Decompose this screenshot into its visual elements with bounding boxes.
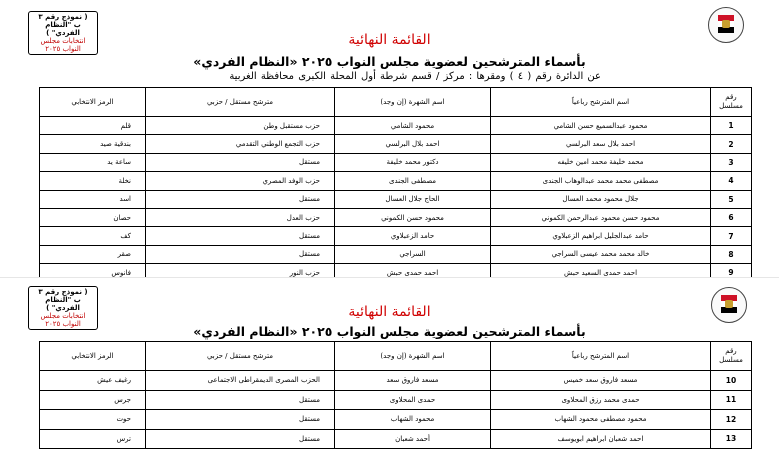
candidate-party: حزب مستقبل وطن	[146, 117, 335, 135]
table-row	[40, 245, 752, 263]
col-header-alias: اسم الشهرة (إن وجد)	[335, 88, 491, 117]
table-row	[40, 135, 752, 153]
election-label: انتخابات مجلس النواب ٢٠٢٥	[40, 37, 86, 53]
row-number: 7	[711, 227, 752, 245]
row-number: 2	[711, 135, 752, 153]
candidate-alias: محمود حسن الكموني	[335, 208, 491, 226]
col-header-name: اسم المترشح رباعياً	[491, 88, 711, 117]
candidate-name: محمود عبدالسميع حسن الشامي	[491, 117, 711, 135]
electoral-symbol: بندقية صيد	[40, 135, 146, 153]
candidate-party: مستقل	[146, 429, 335, 449]
col-header-party: مترشح مستقل / حزبي	[146, 88, 335, 117]
final-list-title: القائمة النهائية	[348, 304, 431, 320]
candidate-alias: الحاج جلال العسال	[335, 190, 491, 208]
table-row	[40, 153, 752, 171]
col-header-symbol: الرمز الانتخابي	[40, 88, 146, 117]
candidate-party: مستقل	[146, 410, 335, 430]
district-line: عن الدائرة رقم ( ٤ ) ومقرها : مركز / قسم شرطة أول المحلة الكبرى محافظة الغربية	[229, 71, 601, 82]
table-row	[40, 190, 752, 208]
candidate-name: محمود حسن محمود عبدالرحمن الكموني	[491, 208, 711, 226]
election-label: انتخابات مجلس النواب ٢٠٢٥	[40, 312, 86, 328]
candidate-alias: احمد حمدى حبش	[335, 264, 491, 282]
electoral-symbol: حصان	[40, 208, 146, 226]
row-number: 5	[711, 190, 752, 208]
candidate-name: محمد خليفة محمد امين خليفه	[491, 153, 711, 171]
candidate-name: خالد محمد محمد عيسى السراجي	[491, 245, 711, 263]
eagle-icon	[722, 20, 730, 28]
table-row	[40, 117, 752, 135]
table-header-row	[40, 88, 752, 117]
electoral-symbol: ساعة يد	[40, 153, 146, 171]
col-header-symbol: الرمز الانتخابي	[40, 342, 146, 371]
candidate-name: مسعد فاروق سعد خميس	[491, 371, 711, 391]
candidate-party: حزب الوفد المصري	[146, 172, 335, 190]
table-row	[40, 371, 752, 391]
row-number: 6	[711, 208, 752, 226]
candidate-party: مستقل	[146, 190, 335, 208]
candidate-party: حزب النور	[146, 264, 335, 282]
col-header-name: اسم المترشح رباعياً	[491, 342, 711, 371]
candidate-party: حزب التجمع الوطني التقدمي	[146, 135, 335, 153]
row-number: 1	[711, 117, 752, 135]
candidate-party: مستقل	[146, 390, 335, 410]
candidate-party: الحزب المصرى الديمقراطى الاجتماعى	[146, 371, 335, 391]
table-row	[40, 390, 752, 410]
col-header-num: رقم مسلسل	[711, 342, 752, 371]
candidate-alias: أحمد شعبان	[335, 429, 491, 449]
candidate-name: احمد شعبان ابراهيم ابويوسف	[491, 429, 711, 449]
candidate-alias: مصطفى الجندى	[335, 172, 491, 190]
electoral-symbol: صقر	[40, 245, 146, 263]
candidate-alias: مسعد فاروق سعد	[335, 371, 491, 391]
electoral-symbol: قلم	[40, 117, 146, 135]
electoral-symbol: رغيف عيش	[40, 371, 146, 391]
row-number: 13	[711, 429, 752, 449]
form-label: ( نموذج رقم ٣ ب "النظام الفردي" )	[38, 288, 88, 312]
candidate-alias: احمد بلال البرلسي	[335, 135, 491, 153]
candidate-name: احمد بلال سعد البرلسي	[491, 135, 711, 153]
row-number: 12	[711, 410, 752, 430]
candidate-party: مستقل	[146, 153, 335, 171]
candidate-name: احمد حمدى السعيد حبش	[491, 264, 711, 282]
candidate-alias: حمدى المحلاوى	[335, 390, 491, 410]
row-number: 3	[711, 153, 752, 171]
candidate-alias: حامد الزعبلاوي	[335, 227, 491, 245]
candidate-party: مستقل	[146, 227, 335, 245]
row-number: 9	[711, 264, 752, 282]
electoral-symbol: جرس	[40, 390, 146, 410]
electoral-symbol: نخلة	[40, 172, 146, 190]
candidate-party: حزب العدل	[146, 208, 335, 226]
table-row	[40, 208, 752, 226]
candidate-alias: محمود الشهاب	[335, 410, 491, 430]
table-row	[40, 172, 752, 190]
electoral-symbol: حوت	[40, 410, 146, 430]
table-header-row	[40, 342, 752, 371]
electoral-symbol: اسد	[40, 190, 146, 208]
col-header-num: رقم مسلسل	[711, 88, 752, 117]
candidate-name: محمود مصطفى محمود الشهاب	[491, 410, 711, 430]
candidate-alias: محمود الشامي	[335, 117, 491, 135]
candidate-alias: دكتور محمد خليفة	[335, 153, 491, 171]
electoral-symbol: كف	[40, 227, 146, 245]
candidate-name: حمدى محمد رزق المحلاوى	[491, 390, 711, 410]
candidate-alias: السراجي	[335, 245, 491, 263]
candidate-name: حامد عبدالجليل ابراهيم الزعبلاوي	[491, 227, 711, 245]
candidate-name: جلال محمود محمد العسال	[491, 190, 711, 208]
electoral-symbol: ترس	[40, 429, 146, 449]
candidate-name: مصطفى محمد محمد عبدالوهاب الجندى	[491, 172, 711, 190]
candidates-table	[39, 341, 752, 449]
final-list-title: القائمة النهائية	[348, 32, 431, 48]
electoral-symbol: فانوس	[40, 264, 146, 282]
row-number: 11	[711, 390, 752, 410]
row-number: 10	[711, 371, 752, 391]
list-subtitle: بأسماء المترشحين لعضوية مجلس النواب ٢٠٢٥ «النظام الفردي»	[193, 54, 586, 69]
list-subtitle: بأسماء المترشحين لعضوية مجلس النواب ٢٠٢٥ «النظام الفردي»	[193, 324, 586, 339]
table-row	[40, 410, 752, 430]
row-number: 8	[711, 245, 752, 263]
col-header-party: مترشح مستقل / حزبي	[146, 342, 335, 371]
table-row	[40, 227, 752, 245]
row-number: 4	[711, 172, 752, 190]
form-label: ( نموذج رقم ٣ ب "النظام الفردي" )	[38, 13, 88, 37]
candidate-party: مستقل	[146, 245, 335, 263]
candidates-table	[39, 87, 752, 283]
document-page-2	[0, 284, 779, 444]
col-header-alias: اسم الشهرة (إن وجد)	[335, 342, 491, 371]
